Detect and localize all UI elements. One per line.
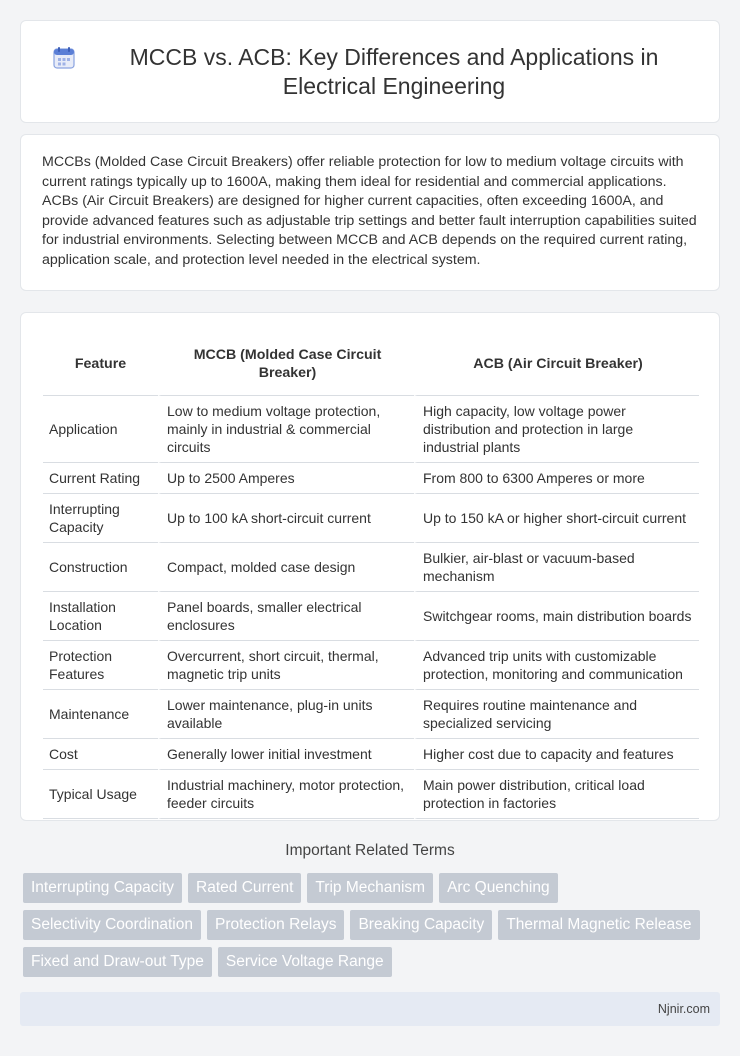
acb-cell: From 800 to 6300 Amperes or more	[414, 463, 699, 494]
table-row	[43, 690, 699, 739]
feature-cell: Application	[43, 396, 158, 463]
acb-cell: Higher cost due to capacity and features	[414, 739, 699, 770]
feature-cell: Installation Location	[43, 592, 158, 641]
acb-cell: Main power distribution, critical load protection in factories	[414, 770, 699, 819]
acb-cell: Requires routine maintenance and specialized servicing	[414, 690, 699, 739]
intro-paragraph: MCCBs (Molded Case Circuit Breakers) offer reliable protection for low to medium voltage circuits with current ratings typically up to 1600A, making them ideal for residential and commercial applications. ACBs (Air Circuit Breakers) are designed for higher current capacities, often exceeding 1600A, and provide advanced features such as adjustable trip settings and better fault interruption capabilities suited for industrial environments. Selecting between MCCB and ACB depends on the required current rating, application scale, and protection level needed in the electrical system.	[42, 154, 697, 268]
table-row	[43, 494, 699, 543]
mccb-cell: Up to 2500 Amperes	[158, 463, 414, 494]
mccb-cell: Lower maintenance, plug-in units available	[158, 690, 414, 739]
acb-cell: Advanced trip units with customizable protection, monitoring and communication	[414, 641, 699, 690]
page-title: MCCB vs. ACB: Key Differences and Applications in Electrical Engineering	[129, 43, 659, 99]
mccb-cell: Overcurrent, short circuit, thermal, magnetic trip units	[158, 641, 414, 690]
header-feature: Feature	[43, 333, 158, 396]
feature-cell: Current Rating	[43, 463, 158, 494]
footer-site-link[interactable]: Njnir.com	[657, 1002, 710, 1016]
mccb-cell: Compact, molded case design	[158, 543, 414, 592]
mccb-cell: Up to 100 kA short-circuit current	[158, 494, 414, 543]
header-acb: ACB (Air Circuit Breaker)	[414, 333, 699, 396]
table-row	[43, 739, 699, 770]
mccb-cell: Low to medium voltage protection, mainly in industrial & commercial circuits	[158, 396, 414, 463]
feature-cell: Interrupting Capacity	[43, 494, 158, 543]
related-term-tag[interactable]: Thermal Magnetic Release	[498, 910, 699, 940]
feature-cell: Maintenance	[43, 690, 158, 739]
acb-cell: Switchgear rooms, main distribution boards	[414, 592, 699, 641]
related-term-tag[interactable]: Protection Relays	[207, 910, 344, 940]
feature-cell: Cost	[43, 739, 158, 770]
table-row	[43, 463, 699, 494]
title-card	[20, 20, 720, 123]
comparison-table-card	[20, 312, 720, 821]
table-header-row	[43, 333, 699, 396]
footer	[20, 992, 720, 1026]
table-row	[43, 543, 699, 592]
intro-card	[20, 134, 720, 291]
table-row	[43, 592, 699, 641]
acb-cell: Up to 150 kA or higher short-circuit current	[414, 494, 699, 543]
feature-cell: Protection Features	[43, 641, 158, 690]
related-term-tag[interactable]: Rated Current	[188, 873, 301, 903]
table-row	[43, 641, 699, 690]
acb-cell: Bulkier, air-blast or vacuum-based mechanism	[414, 543, 699, 592]
related-term-tag[interactable]: Selectivity Coordination	[23, 910, 201, 940]
table-row	[43, 396, 699, 463]
acb-cell: High capacity, low voltage power distribution and protection in large industrial plants	[414, 396, 699, 463]
table-row	[43, 770, 699, 819]
comparison-table	[43, 333, 699, 819]
related-term-tag[interactable]: Interrupting Capacity	[23, 873, 182, 903]
header-mccb: MCCB (Molded Case Circuit Breaker)	[158, 333, 414, 396]
related-term-tag[interactable]: Fixed and Draw-out Type	[23, 947, 212, 977]
mccb-cell: Panel boards, smaller electrical enclosures	[158, 592, 414, 641]
related-terms-heading: Important Related Terms	[285, 842, 455, 859]
mccb-cell: Industrial machinery, motor protection, feeder circuits	[158, 770, 414, 819]
feature-cell: Construction	[43, 543, 158, 592]
calendar-icon	[51, 45, 77, 71]
related-term-tag[interactable]: Trip Mechanism	[307, 873, 433, 903]
mccb-cell: Generally lower initial investment	[158, 739, 414, 770]
related-term-tag[interactable]: Service Voltage Range	[218, 947, 392, 977]
feature-cell: Typical Usage	[43, 770, 158, 819]
related-term-tag[interactable]: Arc Quenching	[439, 873, 558, 903]
related-terms-list	[23, 873, 723, 977]
related-term-tag[interactable]: Breaking Capacity	[350, 910, 492, 940]
